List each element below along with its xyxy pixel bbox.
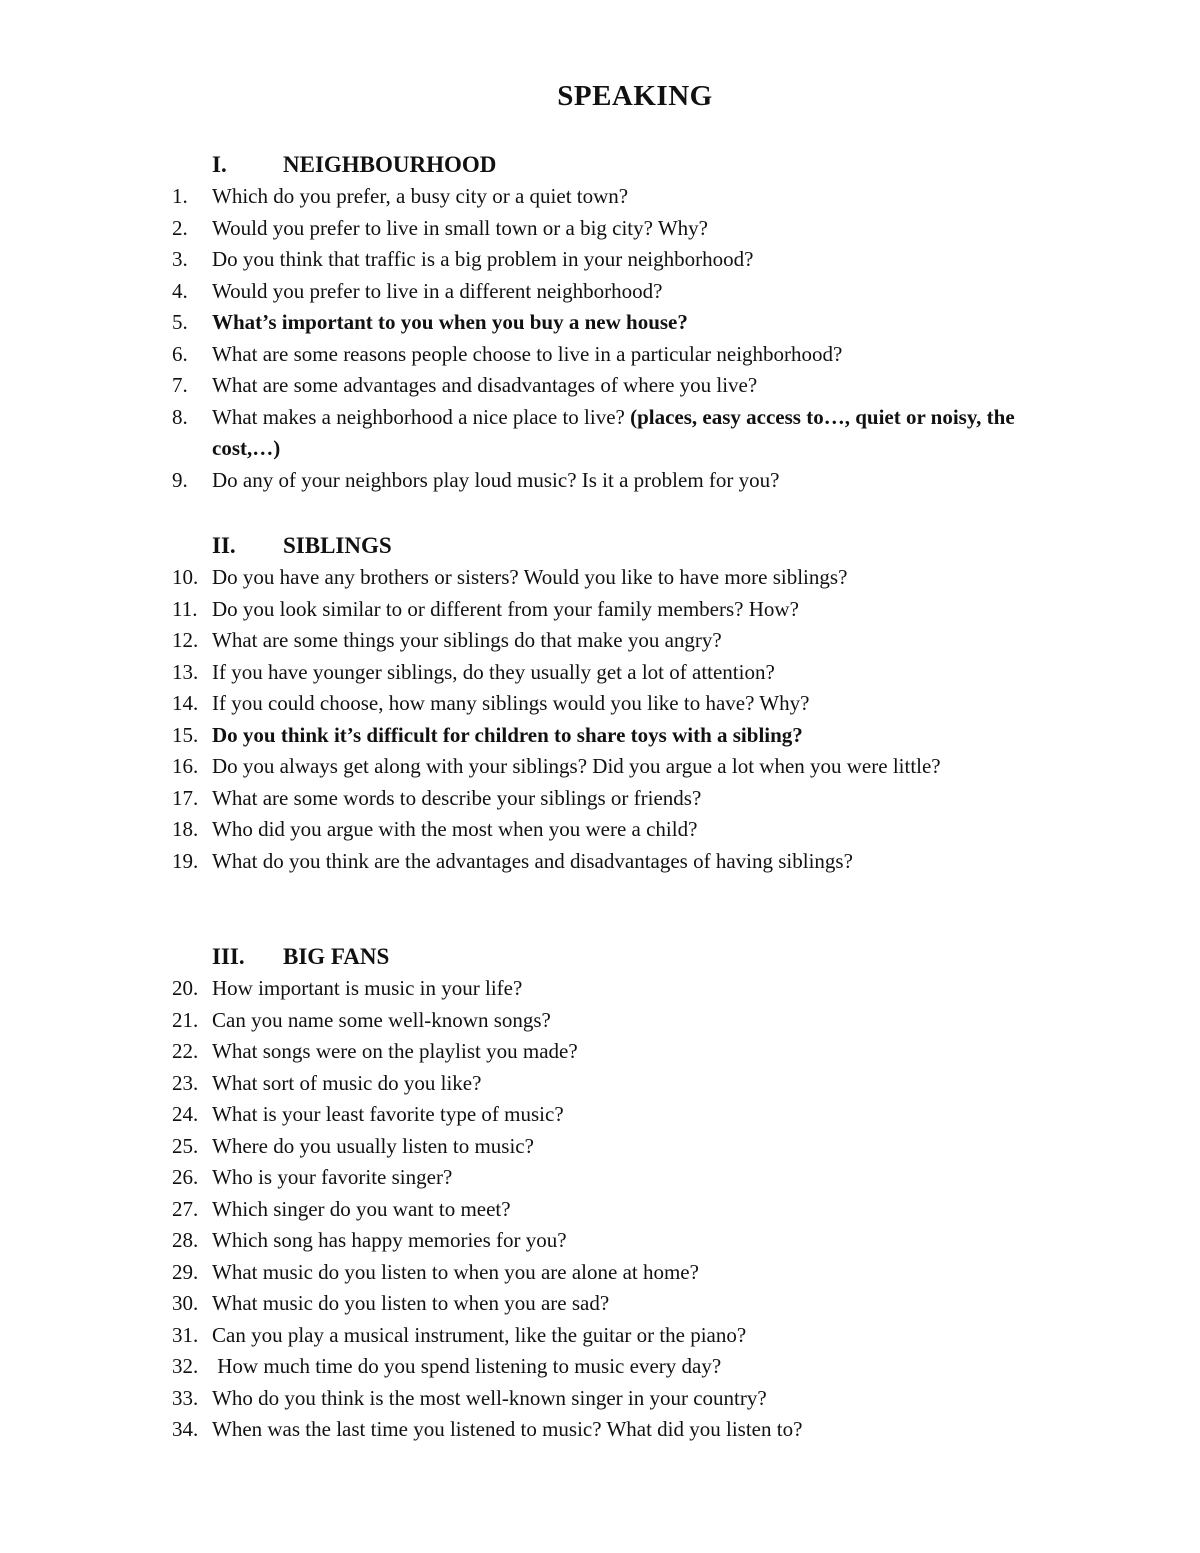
section-title: BIG FANS bbox=[283, 944, 390, 969]
question-text: What music do you listen to when you are sad? bbox=[212, 1291, 610, 1315]
question-number: 4. bbox=[172, 278, 188, 303]
question-number: 22. bbox=[172, 1039, 199, 1063]
section-number: I. bbox=[212, 152, 227, 177]
question-item bbox=[172, 657, 1082, 689]
question-text: Who do you think is the most well-known singer in your country? bbox=[212, 1385, 767, 1410]
question-number: 10. bbox=[172, 565, 199, 589]
question-item bbox=[172, 370, 1082, 402]
question-text: Do you think it’s difficult for children to share toys with a sibling? bbox=[212, 722, 803, 747]
question-number: 13. bbox=[172, 659, 199, 684]
question-number: 34. bbox=[172, 1417, 199, 1441]
question-item bbox=[172, 751, 1082, 783]
page-title: SPEAKING bbox=[557, 80, 713, 112]
question-text: Would you prefer to live in a different neighborhood? bbox=[212, 278, 663, 303]
question-text: Who did you argue with the most when you were a child? bbox=[212, 817, 698, 841]
question-number: 6. bbox=[172, 341, 188, 366]
question-number: 15. bbox=[172, 722, 199, 747]
question-text: Which singer do you want to meet? bbox=[212, 1196, 511, 1221]
question-text: When was the last time you listened to music? What did you listen to? bbox=[212, 1417, 803, 1441]
question-text: How important is music in your life? bbox=[212, 976, 523, 1000]
question-item bbox=[172, 276, 1082, 308]
question-text: What music do you listen to when you are alone at home? bbox=[212, 1259, 699, 1284]
question-text: Would you prefer to live in small town or a big city? Why? bbox=[212, 215, 708, 240]
question-text: How much time do you spend listening to music every day? bbox=[212, 1354, 722, 1378]
question-text: What songs were on the playlist you made? bbox=[212, 1039, 578, 1063]
question-main-text: What makes a neighborhood a nice place to live? bbox=[212, 404, 625, 429]
question-number: 2. bbox=[172, 215, 188, 240]
question-item bbox=[172, 1194, 1082, 1226]
question-text: What is your least favorite type of music? bbox=[212, 1102, 564, 1126]
question-text: If you have younger siblings, do they usually get a lot of attention? bbox=[212, 659, 775, 684]
question-item bbox=[172, 1257, 1082, 1289]
question-number: 12. bbox=[172, 628, 199, 652]
question-text: Which song has happy memories for you? bbox=[212, 1228, 567, 1252]
question-text: Where do you usually listen to music? bbox=[212, 1133, 534, 1158]
question-item bbox=[172, 1288, 1082, 1320]
question-number: 30. bbox=[172, 1291, 199, 1315]
question-text: What’s important to you when you buy a new house? bbox=[212, 310, 688, 334]
question-number: 3. bbox=[172, 247, 188, 271]
question-text: What are some reasons people choose to live in a particular neighborhood? bbox=[212, 341, 843, 366]
section-big-fans bbox=[172, 941, 1072, 1446]
question-item bbox=[172, 1131, 1082, 1163]
question-number: 28. bbox=[172, 1228, 199, 1252]
question-text: Do you look similar to or different from your family members? How? bbox=[212, 596, 799, 621]
question-text: Can you name some well-known songs? bbox=[212, 1007, 551, 1032]
question-text: What are some advantages and disadvantages of where you live? bbox=[212, 373, 758, 397]
section-neighbourhood bbox=[172, 149, 1072, 496]
question-item bbox=[172, 814, 1082, 846]
question-item bbox=[172, 1225, 1082, 1257]
question-text: Do you think that traffic is a big problem in your neighborhood? bbox=[212, 247, 754, 271]
question-text: Who is your favorite singer? bbox=[212, 1165, 453, 1189]
question-number: 14. bbox=[172, 691, 199, 715]
question-item bbox=[172, 1383, 1082, 1415]
question-number: 17. bbox=[172, 785, 199, 810]
question-number: 9. bbox=[172, 467, 188, 492]
question-text: Can you play a musical instrument, like the guitar or the piano? bbox=[212, 1322, 747, 1347]
section-heading bbox=[172, 941, 1072, 973]
question-text: What are some things your siblings do that make you angry? bbox=[212, 628, 722, 652]
question-number: 32. bbox=[172, 1354, 199, 1378]
question-item bbox=[172, 307, 1082, 339]
question-item bbox=[172, 213, 1082, 245]
question-item bbox=[172, 688, 1082, 720]
question-text: What are some words to describe your siblings or friends? bbox=[212, 785, 702, 810]
question-text: What sort of music do you like? bbox=[212, 1070, 482, 1095]
question-number: 29. bbox=[172, 1259, 199, 1284]
question-item bbox=[172, 1005, 1082, 1037]
question-number: 16. bbox=[172, 754, 199, 778]
question-number: 8. bbox=[172, 404, 188, 429]
question-number: 33. bbox=[172, 1385, 199, 1410]
question-hint-text: (places, easy access to…, quiet or noisy, the cost,…) bbox=[212, 404, 1015, 460]
section-title: NEIGHBOURHOOD bbox=[283, 152, 497, 177]
question-number: 11. bbox=[172, 596, 198, 621]
question-list bbox=[172, 562, 1072, 877]
question-text: If you could choose, how many siblings would you like to have? Why? bbox=[212, 691, 810, 715]
question-text bbox=[212, 405, 1015, 461]
question-item bbox=[172, 1099, 1082, 1131]
question-number: 31. bbox=[172, 1322, 199, 1347]
question-number: 26. bbox=[172, 1165, 199, 1189]
question-list bbox=[172, 973, 1072, 1446]
question-number: 1. bbox=[172, 184, 188, 208]
question-text: Do you always get along with your siblings? Did you argue a lot when you were little? bbox=[212, 754, 941, 778]
question-number: 7. bbox=[172, 373, 188, 397]
question-text: What do you think are the advantages and disadvantages of having siblings? bbox=[212, 848, 853, 873]
question-number: 18. bbox=[172, 817, 199, 841]
question-text: Do any of your neighbors play loud music? Is it a problem for you? bbox=[212, 467, 780, 492]
question-item bbox=[172, 465, 1082, 497]
question-item bbox=[172, 625, 1082, 657]
question-item bbox=[172, 594, 1082, 626]
question-item bbox=[172, 1036, 1082, 1068]
question-number: 24. bbox=[172, 1102, 199, 1126]
question-list bbox=[172, 181, 1072, 496]
question-item bbox=[172, 181, 1082, 213]
question-item bbox=[172, 1351, 1082, 1383]
section-siblings bbox=[172, 530, 1072, 877]
question-number: 27. bbox=[172, 1196, 199, 1221]
section-title: SIBLINGS bbox=[283, 533, 392, 558]
question-item bbox=[172, 973, 1082, 1005]
question-number: 23. bbox=[172, 1070, 199, 1095]
question-item bbox=[172, 846, 1082, 878]
section-number: II. bbox=[212, 533, 236, 558]
question-number: 25. bbox=[172, 1133, 199, 1158]
question-number: 5. bbox=[172, 310, 188, 334]
section-heading bbox=[172, 530, 1072, 562]
question-number: 20. bbox=[172, 976, 199, 1000]
question-item bbox=[172, 1068, 1082, 1100]
question-item bbox=[172, 720, 1082, 752]
question-item bbox=[172, 244, 1082, 276]
question-item bbox=[172, 1414, 1082, 1446]
question-number: 21. bbox=[172, 1007, 199, 1032]
question-item bbox=[172, 1320, 1082, 1352]
question-item bbox=[172, 562, 1082, 594]
section-number: III. bbox=[212, 944, 245, 969]
question-text: Which do you prefer, a busy city or a quiet town? bbox=[212, 184, 629, 208]
question-item bbox=[172, 402, 1082, 465]
question-number: 19. bbox=[172, 848, 199, 873]
question-text: Do you have any brothers or sisters? Would you like to have more siblings? bbox=[212, 565, 848, 589]
section-heading bbox=[172, 149, 1072, 181]
question-item bbox=[172, 783, 1082, 815]
question-item bbox=[172, 1162, 1082, 1194]
question-item bbox=[172, 339, 1082, 371]
